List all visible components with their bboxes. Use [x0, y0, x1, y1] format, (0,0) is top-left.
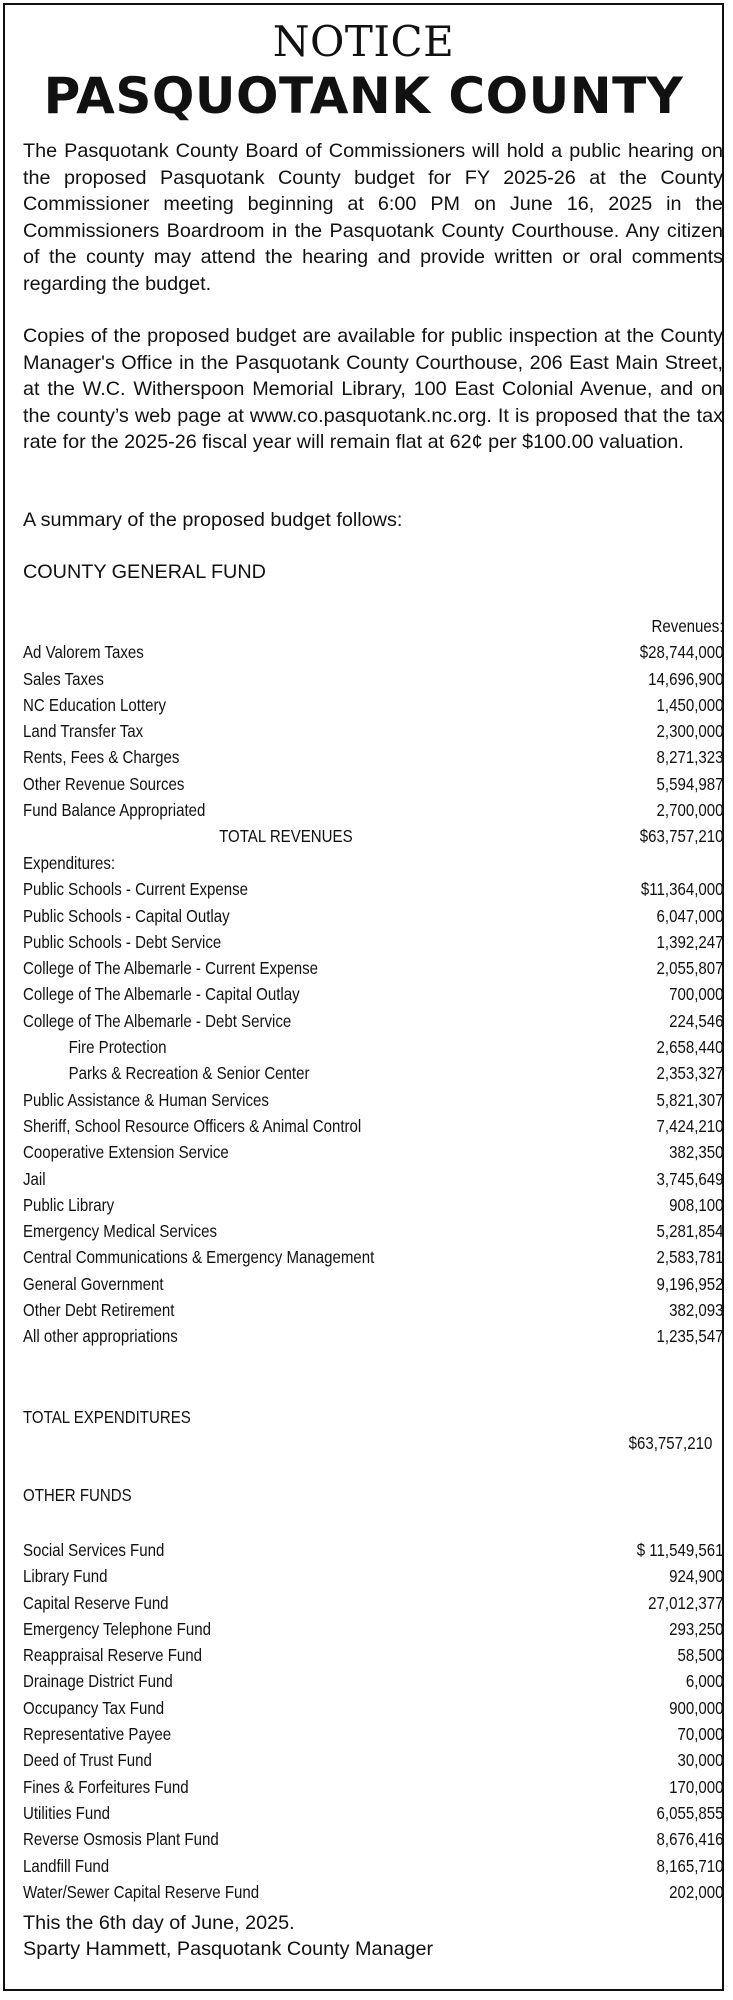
item-amount: 1,392,247 [656, 931, 724, 952]
expenditure-row [23, 877, 724, 903]
item-amount: 7,424,210 [656, 1115, 724, 1136]
item-label: Landfill Fund [23, 1855, 110, 1876]
other-funds-title: OTHER FUNDS [23, 1485, 132, 1505]
item-amount: 9,196,952 [656, 1273, 724, 1294]
expenditure-row [23, 1035, 724, 1061]
copies-paragraph: Copies of the proposed budget are available for public inspection at the County Manager's Office in the Pasquotank County Courthouse, 206 East Main Street, at the W.C. Witherspoon Memorial Library, 100 East Colonial Avenue, and on the county’s web page at www.co.pasquotank.nc.org. It is proposed that the tax rate for the 2025-26 fiscal year will remain flat at 62¢ per $100.00 valuation. [23, 325, 723, 453]
summary-intro: A summary of the proposed budget follows: [23, 509, 403, 531]
item-label: Other Revenue Sources [23, 773, 185, 794]
other-fund-row [23, 1827, 724, 1853]
hearing-paragraph: The Pasquotank County Board of Commissioners will hold a public hearing on the proposed Pasquotank County budget for FY 2025-26 at the County Commissioner meeting beginning at 6:00 PM on June 16, 2025 in the Commissioners Boardroom in the Pasquotank County Courthouse. Any citizen of the county may attend the hearing and provide written or oral comments regarding the budget. [23, 140, 723, 295]
expenditure-row [23, 1245, 724, 1271]
other-fund-row [23, 1696, 724, 1722]
other-fund-row [23, 1854, 724, 1880]
item-amount: 8,165,710 [656, 1855, 724, 1876]
revenue-row [23, 667, 724, 693]
item-amount: 2,055,807 [656, 958, 724, 979]
item-label: Reappraisal Reserve Fund [23, 1645, 203, 1666]
item-amount: 6,047,000 [656, 905, 724, 926]
item-amount: 2,353,327 [656, 1063, 724, 1084]
other-fund-row [23, 1748, 724, 1774]
expenditures-header: Expenditures: [23, 853, 116, 873]
item-label: Ad Valorem Taxes [23, 642, 144, 663]
expenditure-row [23, 1272, 724, 1298]
expenditure-row [23, 1088, 724, 1114]
item-label: Public Schools - Debt Service [23, 931, 222, 952]
expenditure-row [23, 1140, 724, 1166]
item-amount: 6,000 [685, 1671, 724, 1692]
item-label: Water/Sewer Capital Reserve Fund [23, 1881, 260, 1902]
item-amount: 6,055,855 [656, 1802, 724, 1823]
item-amount: 8,271,323 [656, 747, 724, 768]
item-label: Drainage District Fund [23, 1671, 173, 1692]
other-fund-row [23, 1722, 724, 1748]
item-amount: 382,350 [669, 1142, 724, 1163]
item-amount: 3,745,649 [656, 1168, 724, 1189]
revenues-section [23, 614, 724, 851]
item-label: Other Debt Retirement [23, 1300, 175, 1321]
expenditure-row [23, 956, 724, 982]
other-fund-row [23, 1617, 724, 1643]
other-fund-row [23, 1880, 724, 1906]
item-label: Representative Payee [23, 1724, 172, 1745]
item-amount: 924,900 [669, 1566, 724, 1587]
item-amount: 2,300,000 [656, 721, 724, 742]
total-expenditures-label: TOTAL EXPENDITURES [23, 1407, 191, 1427]
item-amount: 5,281,854 [656, 1221, 724, 1242]
revenues-header: Revenues: [651, 616, 724, 636]
item-amount: 5,821,307 [656, 1089, 724, 1110]
item-label: Cooperative Extension Service [23, 1142, 229, 1163]
expenditures-header-row [23, 851, 724, 877]
revenue-row [23, 719, 724, 745]
other-fund-row [23, 1669, 724, 1695]
item-label: Rents, Fees & Charges [23, 747, 180, 768]
expenditure-row [23, 1219, 724, 1245]
item-label: Public Assistance & Human Services [23, 1089, 269, 1110]
item-label: Central Communications & Emergency Management [23, 1247, 375, 1268]
item-amount: 5,594,987 [656, 773, 724, 794]
item-amount: 70,000 [677, 1724, 724, 1745]
item-label: Capital Reserve Fund [23, 1592, 169, 1613]
total-revenues-amount: $63,757,210 [639, 826, 724, 847]
expenditure-row [23, 1009, 724, 1035]
item-label: Social Services Fund [23, 1540, 165, 1560]
expenditure-row [23, 1061, 724, 1087]
item-label: Sheriff, School Resource Officers & Animal Control [23, 1115, 362, 1136]
item-label: General Government [23, 1273, 164, 1294]
item-amount: 8,676,416 [656, 1829, 724, 1850]
other-fund-row [23, 1564, 724, 1590]
item-label: All other appropriations [23, 1326, 178, 1347]
item-label: Land Transfer Tax [23, 721, 144, 742]
expenditure-row [23, 904, 724, 930]
general-fund-title: COUNTY GENERAL FUND [23, 561, 266, 583]
item-amount: 2,658,440 [656, 1037, 724, 1058]
item-amount: 202,000 [669, 1881, 724, 1902]
revenue-row [23, 745, 724, 771]
item-label: Public Schools - Capital Outlay [23, 905, 230, 926]
expenditure-row [23, 930, 724, 956]
item-label: Deed of Trust Fund [23, 1750, 152, 1771]
date-line: This the 6th day of June, 2025. [23, 1912, 295, 1934]
total-revenues-row [23, 824, 724, 850]
other-fund-row [23, 1801, 724, 1827]
revenue-row [23, 772, 724, 798]
item-amount: 170,000 [669, 1776, 724, 1797]
item-label: College of The Albemarle - Debt Service [23, 1010, 292, 1031]
item-label: Reverse Osmosis Plant Fund [23, 1829, 219, 1850]
item-amount: 58,500 [677, 1645, 724, 1666]
expenditures-list [23, 877, 724, 1350]
item-amount: 30,000 [677, 1750, 724, 1771]
item-label: Fire Protection [68, 1037, 167, 1058]
item-amount: 293,250 [669, 1618, 724, 1639]
item-amount: 908,100 [669, 1194, 724, 1215]
expenditures-section [23, 851, 724, 1351]
item-amount: 1,235,547 [656, 1326, 724, 1347]
revenue-row [23, 798, 724, 824]
notice-heading: NOTICE [272, 17, 455, 66]
expenditure-row [23, 1193, 724, 1219]
expenditure-row [23, 1114, 724, 1140]
item-label: NC Education Lottery [23, 694, 167, 715]
item-label: Utilities Fund [23, 1802, 110, 1823]
item-amount: 14,696,900 [648, 668, 724, 689]
other-fund-row [23, 1643, 724, 1669]
revenue-row [23, 693, 724, 719]
county-heading: PASQUOTANK COUNTY [43, 67, 684, 125]
signature-line: Sparty Hammett, Pasquotank County Manager [23, 1938, 434, 1960]
item-amount: 2,583,781 [656, 1247, 724, 1268]
item-amount: 382,093 [669, 1300, 724, 1321]
item-amount: 2,700,000 [656, 800, 724, 821]
other-fund-row [23, 1775, 724, 1801]
item-label: Occupancy Tax Fund [23, 1697, 165, 1718]
other-funds-section [23, 1538, 724, 1906]
other-fund-row [23, 1538, 724, 1564]
item-amount: 224,546 [669, 1010, 724, 1031]
revenues-header-row [23, 614, 724, 640]
item-label: Jail [23, 1168, 46, 1189]
item-amount: 700,000 [669, 984, 724, 1005]
item-label: College of The Albemarle - Current Expense [23, 958, 319, 979]
item-label: Public Library [23, 1194, 115, 1215]
item-label: Library Fund [23, 1566, 108, 1587]
item-amount: $ 11,549,561 [636, 1540, 724, 1560]
notice-frame [3, 3, 724, 1991]
other-fund-row [23, 1591, 724, 1617]
revenues-list [23, 640, 724, 824]
other-funds-list [23, 1538, 724, 1906]
item-amount: 900,000 [669, 1697, 724, 1718]
expenditure-row [23, 1167, 724, 1193]
item-label: College of The Albemarle - Capital Outlay [23, 984, 300, 1005]
expenditure-row [23, 1324, 724, 1350]
item-label: Sales Taxes [23, 668, 104, 689]
item-amount: $28,744,000 [639, 642, 724, 663]
item-amount: $11,364,000 [640, 879, 724, 900]
expenditure-row [23, 982, 724, 1008]
item-label: Fund Balance Appropriated [23, 800, 206, 821]
item-label: Emergency Telephone Fund [23, 1618, 211, 1639]
item-amount: 27,012,377 [648, 1592, 724, 1613]
item-label: Emergency Medical Services [23, 1221, 218, 1242]
item-label: Parks & Recreation & Senior Center [68, 1063, 310, 1084]
revenue-row [23, 640, 724, 666]
item-label: Fines & Forfeitures Fund [23, 1776, 189, 1797]
total-expenditures-amount: $63,757,210 [628, 1433, 712, 1453]
item-label: Public Schools - Current Expense [23, 879, 249, 900]
expenditure-row [23, 1298, 724, 1324]
total-revenues-label: TOTAL REVENUES [219, 826, 353, 847]
item-amount: 1,450,000 [656, 694, 724, 715]
